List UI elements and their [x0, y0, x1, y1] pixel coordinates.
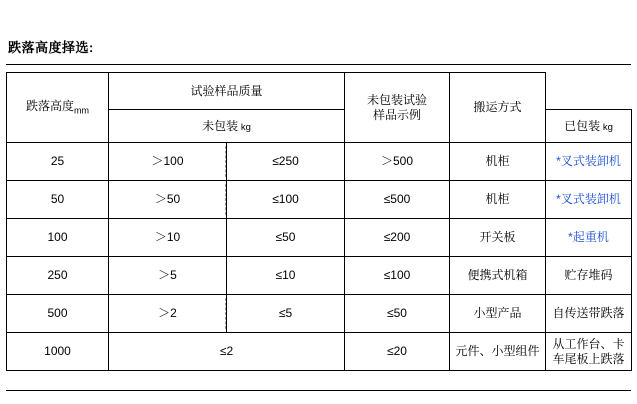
- cell-example: 开关板: [450, 219, 546, 257]
- header-sample-example: [345, 73, 450, 143]
- header-sample-mass: 试验样品质量: [109, 73, 345, 110]
- cell-drop-height: 500: [7, 295, 109, 333]
- cell-unpacked-a: ＞5: [109, 257, 227, 295]
- cell-unpacked-b: ≤100: [227, 181, 345, 219]
- header-handling: 搬运方式: [450, 73, 546, 143]
- cell-example: 机柜: [450, 181, 546, 219]
- cell-handling: *叉式装卸机: [546, 181, 632, 219]
- cell-packed: ≤200: [345, 219, 450, 257]
- cell-unpacked-a-value: ＞50: [154, 192, 181, 206]
- cell-packed: ≤100: [345, 257, 450, 295]
- cell-drop-height: 50: [7, 181, 109, 219]
- cell-handling: [546, 333, 632, 371]
- cell-drop-height: 25: [7, 143, 109, 181]
- header-packed-label: 已包装: [564, 118, 601, 133]
- cell-packed: ≤50: [345, 295, 450, 333]
- cell-handling: 贮存堆码: [546, 257, 632, 295]
- bottom-divider: [6, 390, 631, 391]
- cell-unpacked-a-value: ＞100: [151, 154, 184, 168]
- cell-unpacked-merged: ≤2: [109, 333, 345, 371]
- cell-drop-height: 100: [7, 219, 109, 257]
- top-divider: [6, 64, 631, 65]
- cell-unpacked-b: ≤250: [227, 143, 345, 181]
- cell-unpacked-a: [109, 181, 227, 219]
- header-sample-example-line2: 样品示例: [373, 107, 422, 122]
- table-row: [7, 219, 632, 257]
- cell-handling: 自传送带跌落: [546, 295, 632, 333]
- dashed-separator: [225, 298, 226, 329]
- cell-unpacked-b: ≤50: [227, 219, 345, 257]
- drop-height-table: [6, 72, 632, 371]
- cell-drop-height: 250: [7, 257, 109, 295]
- cell-unpacked-b: ≤10: [227, 257, 345, 295]
- dashed-separator: [225, 146, 226, 177]
- header-packed: [546, 110, 632, 143]
- cell-unpacked-a-value: ＞2: [158, 306, 177, 320]
- table-row: [7, 257, 632, 295]
- header-drop-height-unit: mm: [74, 105, 89, 116]
- dashed-separator: [225, 184, 226, 215]
- header-unpacked-label: 未包装: [202, 118, 239, 133]
- table-row: [7, 143, 632, 181]
- cell-example: 机柜: [450, 143, 546, 181]
- cell-handling: *起重机: [546, 219, 632, 257]
- cell-handling: *叉式装卸机: [546, 143, 632, 181]
- cell-unpacked-a: ＞10: [109, 219, 227, 257]
- cell-handling-line2: 车尾板上跌落: [552, 351, 625, 366]
- header-unpacked-unit: kg: [240, 121, 251, 133]
- cell-packed: ＞500: [345, 143, 450, 181]
- cell-example: 小型产品: [450, 295, 546, 333]
- header-unpacked: [109, 110, 345, 143]
- table-header-row-1: [7, 73, 632, 110]
- header-drop-height: [7, 73, 109, 143]
- header-drop-height-label: 跌落高度: [25, 98, 74, 113]
- table-row: [7, 181, 632, 219]
- table-row: [7, 295, 632, 333]
- cell-packed: ≤500: [345, 181, 450, 219]
- cell-drop-height: 1000: [7, 333, 109, 371]
- cell-unpacked-a: [109, 143, 227, 181]
- header-packed-unit: kg: [602, 121, 613, 133]
- table-row: [7, 333, 632, 371]
- header-sample-example-line1: 未包装试验: [367, 92, 428, 107]
- page-title: 跌落高度择选:: [8, 40, 94, 55]
- cell-handling-line1: 从工作台、卡: [552, 336, 625, 351]
- cell-packed: ≤20: [345, 333, 450, 371]
- cell-example: 元件、小型组件: [450, 333, 546, 371]
- cell-unpacked-b: ≤5: [227, 295, 345, 333]
- cell-example: 便携式机箱: [450, 257, 546, 295]
- cell-unpacked-a: [109, 295, 227, 333]
